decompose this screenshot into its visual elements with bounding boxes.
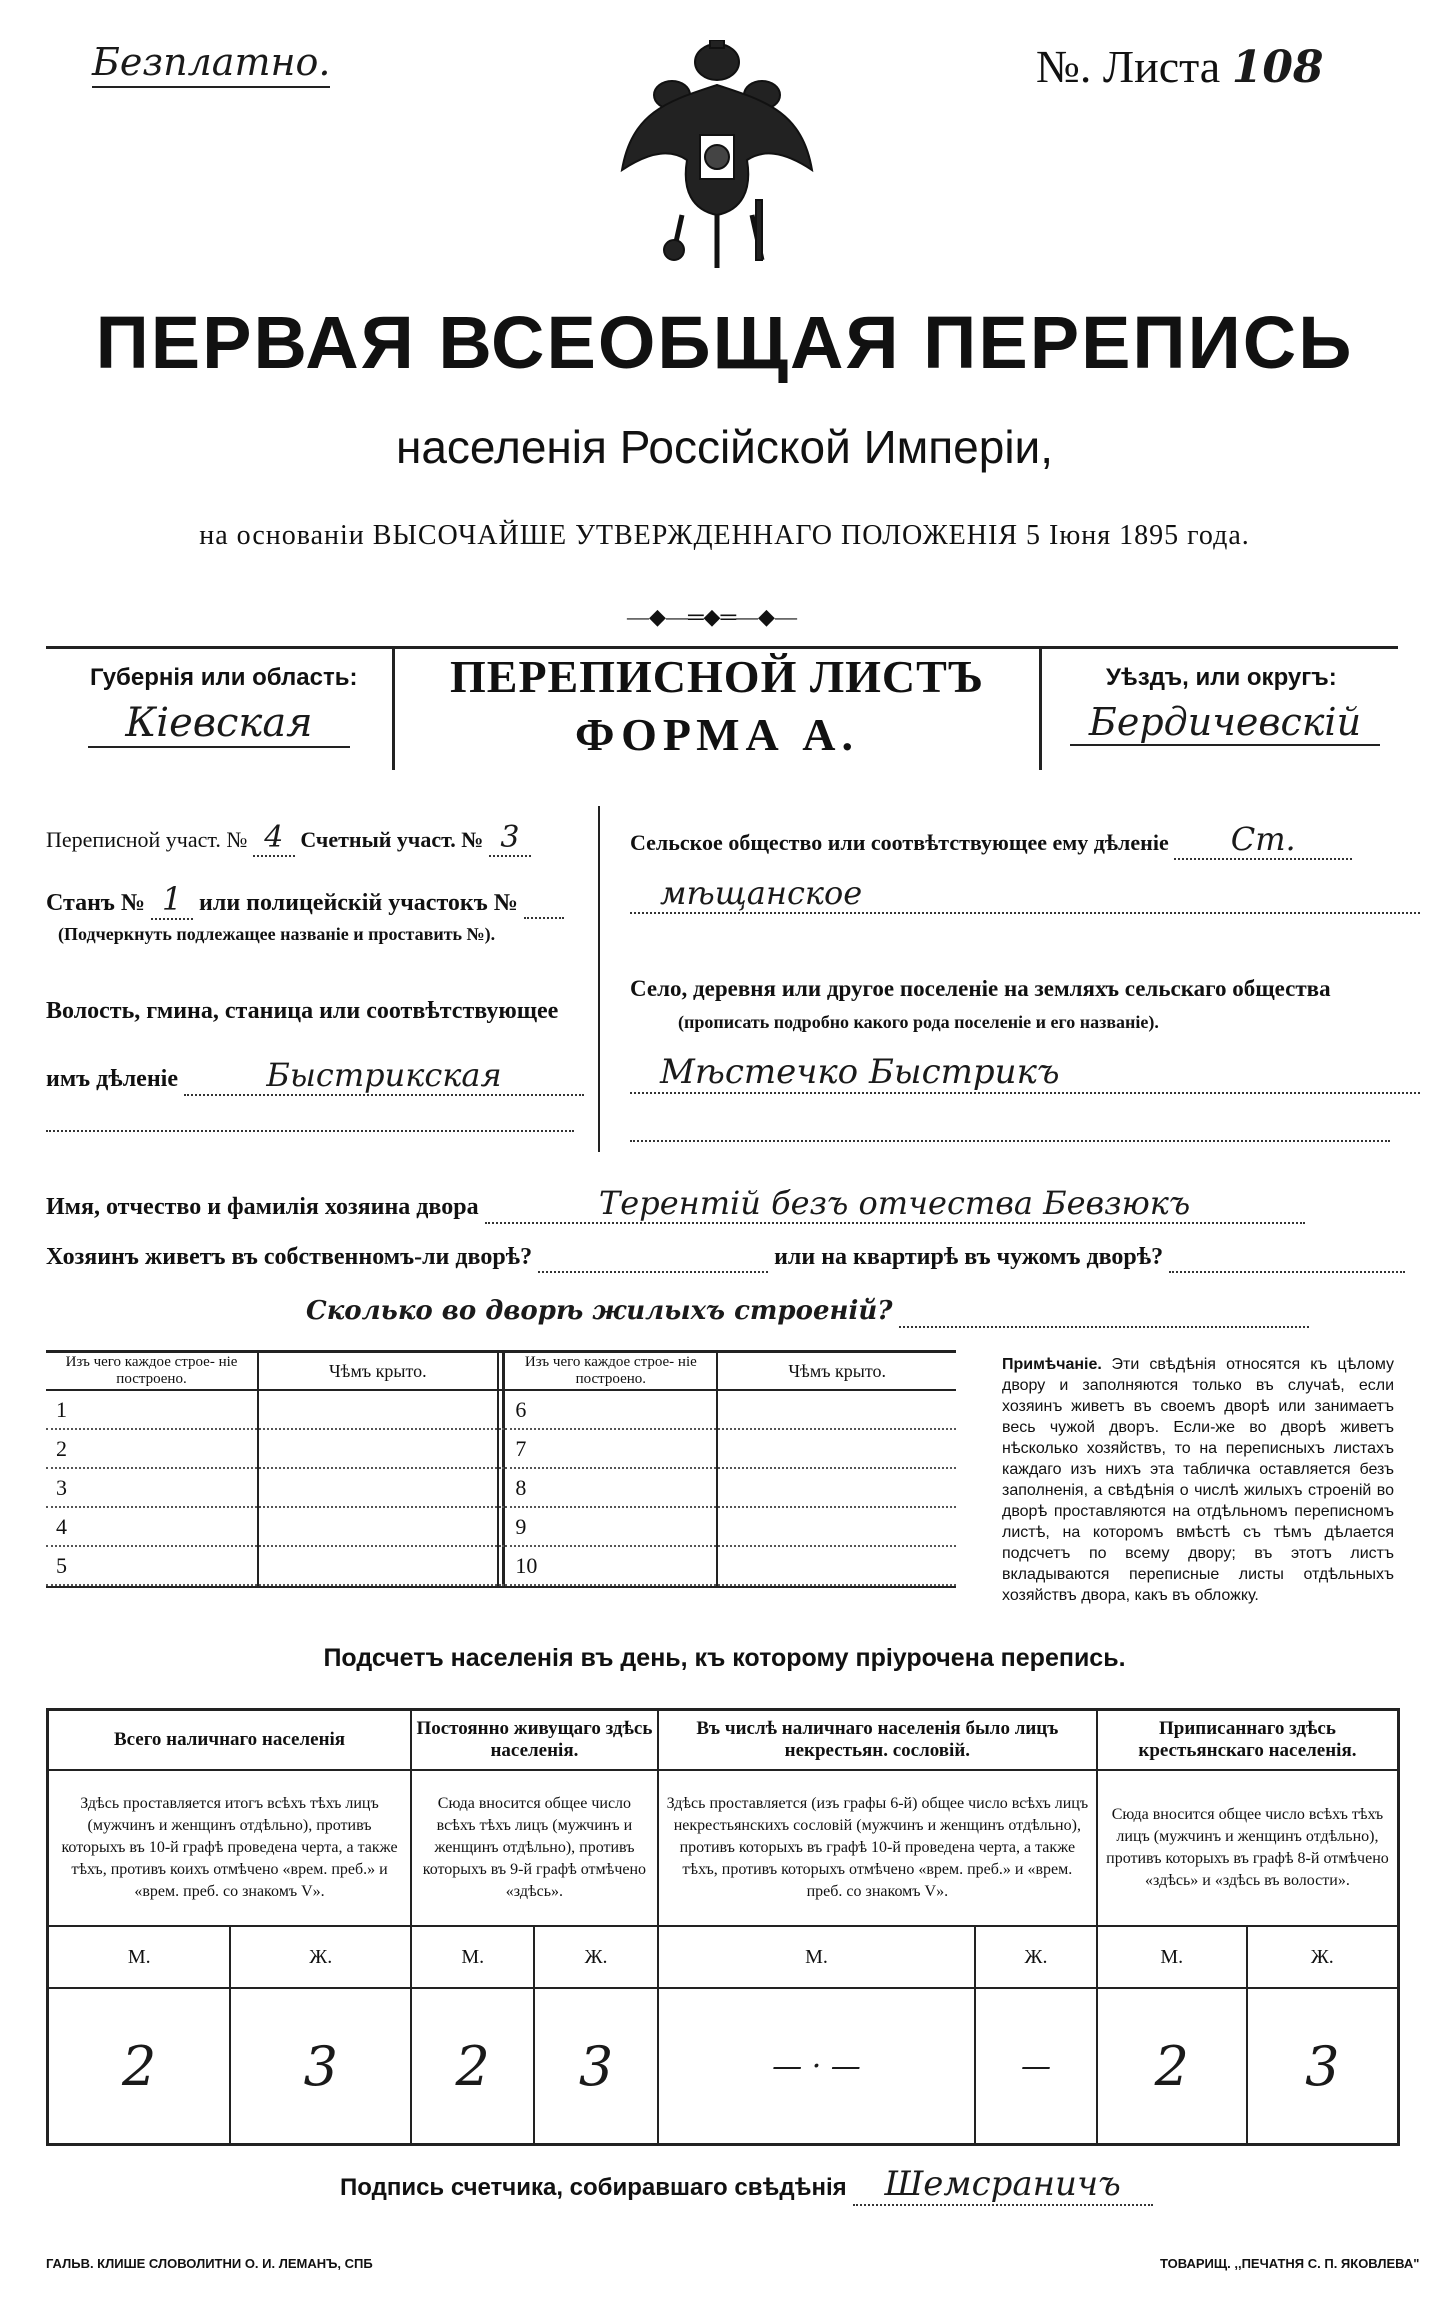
page-subtitle: населенія Россійской Имперіи, [395,421,1054,473]
col-3-male-value: — · — [658,1988,975,2145]
own-yard-value [538,1244,768,1273]
col-4-female-value: 3 [1247,1988,1399,2145]
society-label: Сельское общество или соотвѣтствующее ему дѣленіе [630,830,1169,855]
page-basis: на основаніи ВЫСОЧАЙШЕ УТВЕРЖДЕННАГО ПОЛОЖЕНІЯ 5 Іюня 1895 года. [199,520,1250,551]
roof-left-3 [258,1468,498,1507]
roof-right-8 [717,1468,956,1507]
volost-label: Волость, гмина, станица или соотвѣтствующее [46,998,559,1024]
row-left-4: 4 [46,1507,258,1546]
row-left-3: 3 [46,1468,258,1507]
buildings-label: Сколько во дворѣ жилыхъ строеній? [306,1296,893,1326]
col-3-male-label: М. [658,1926,975,1988]
police-value [524,890,564,919]
stan-label: Станъ № [46,890,146,916]
row-right-9: 9 [504,1507,718,1546]
free-label: Безплатно. [92,40,330,88]
col-1-male-label: М. [48,1926,231,1988]
note-text: Эти свѣдѣнія относятся къ цѣлому двору и заполняются только въ случаѣ, если хозяинъ живетъ въ своемъ дворѣ или занимаетъ весь чужой дворъ. Если-же во дворѣ живетъ нѣсколько хозяйствъ, то на переписныхъ листахъ каждаго изъ нихъ эта табличка оставляется безъ заполненія, а свѣдѣнія о числѣ жилыхъ строеній во дворѣ проставляются на отдѣльномъ переписномъ листѣ, на которомъ вмѣстѣ съ тѣмъ дѣлается подсчетъ по всему двору; въ этотъ листъ вкладываются переписные листы отдѣльныхъ хозяйствъ двора, какъ въ обложку. [1002,1356,1395,1604]
uezd-label: Уѣздъ, или округъ: [1106,664,1337,691]
population-col-3-desc: Здѣсь проставляется (изъ графы 6-й) общее число всѣхъ лицъ некрестьянскихъ сословій (мужчинъ и женщинъ отдѣльно), противъ которыхъ въ графѣ 10-й проведена черта, а также тѣхъ, противъ которыхъ отмѣчено «врем. преб.» и «врем. преб. со знакомъ V». [658,1770,1097,1926]
ornament-divider: —◆—═◆═—◆— [627,604,797,629]
census-district-row [46,820,531,857]
signature-row [340,2164,1153,2206]
row-left-1: 1 [46,1390,258,1429]
row-right-7: 7 [504,1429,718,1468]
rented-label: или на квартирѣ въ чужомъ дворѣ? [774,1244,1164,1270]
census-district-label: Переписной участ. № [46,827,248,852]
col-4-female-label: Ж. [1247,1926,1399,1988]
sheet-number-area [1036,40,1324,93]
roof-right-6 [717,1390,956,1429]
village-note: (прописать подробно какого рода поселеніе и его названіе). [678,1012,1159,1032]
population-col-1-desc: Здѣсь проставляется итогъ всѣхъ тѣхъ лицъ (мужчинъ и женщинъ отдѣльно), противъ которыхъ въ 10-й графѣ проведена черта, а также тѣхъ, противъ коихъ отмѣчено «врем. преб.» и «врем. преб. со знакомъ V». [48,1770,412,1926]
row-right-8: 8 [504,1468,718,1507]
population-col-1-header: Всего наличнаго населенія [48,1710,412,1771]
buildings-row [306,1296,1309,1328]
col-2-female-label: Ж. [534,1926,657,1988]
sheet-title: ПЕРЕПИСНОЙ ЛИСТЪ [449,651,985,702]
buildings-table [46,1350,956,1588]
owner-name-value: Терентій безъ отчества Бевзюкъ [485,1184,1305,1224]
col-4-male-value: 2 [1097,1988,1247,2145]
volost-label-2: имъ дѣленіе [46,1066,178,1092]
roof-left-5 [258,1546,498,1585]
society-value-2: мѣщанское [630,874,1420,914]
uezd-value: Бердичевскій [1070,700,1380,746]
footer-right: ТОВАРИЩ. ,,ПЕЧАТНЯ С. П. ЯКОВЛЕВА" [1160,2256,1420,2271]
population-col-2-header: Постоянно живущаго здѣсь населенія. [411,1710,658,1771]
society-row [630,820,1352,860]
population-col-4-desc: Сюда вносится общее число всѣхъ тѣхъ лицъ (мужчинъ и женщинъ отдѣльно), противъ которыхъ въ графѣ 8-й отмѣчено «здѣсь» и «здѣсь въ волости». [1097,1770,1399,1926]
col-2-female-value: 3 [534,1988,657,2145]
right-material-header: Изъ чего каждое строе- ніе построено. [504,1353,718,1390]
note-box [1002,1354,1394,1606]
roof-left-2 [258,1429,498,1468]
roof-left-1 [258,1390,498,1429]
right-roof-header: Чѣмъ крыто. [717,1353,956,1390]
col-3-female-value: — [975,1988,1097,2145]
row-right-6: 6 [504,1390,718,1429]
col-2-male-label: М. [411,1926,534,1988]
signature-label: Подпись счетчика, собиравшаго свѣдѣнія [340,2174,847,2201]
row-left-2: 2 [46,1429,258,1468]
left-material-header: Изъ чего каждое строе- ніе построено. [46,1353,258,1390]
gubernia-value: Кіевская [88,700,350,748]
police-label: или полицейскій участокъ № [199,890,518,916]
roof-right-7 [717,1429,956,1468]
owner-name-row [46,1184,1305,1224]
row-left-5: 5 [46,1546,258,1585]
volost-extra-line [46,1130,574,1132]
imperial-eagle-emblem [612,40,822,270]
population-title: Подсчетъ населенія въ день, къ которому пріурочена перепись. [323,1644,1126,1672]
sheet-label: №. Листа [1036,41,1221,92]
village-value: Мѣстечко Быстрикъ [630,1052,1420,1094]
col-1-female-value: 3 [230,1988,411,2145]
population-col-4-header: Приписаннаго здѣсь крестьянскаго населенія. [1097,1710,1399,1771]
signature-value: Шемсраничъ [853,2164,1153,2206]
village-label: Село, деревня или другое поселеніе на земляхъ сельскаго общества [630,976,1331,1001]
village-extra-line [630,1140,1390,1142]
volost-value: Быстрикская [184,1056,584,1096]
stan-note: (Подчеркнуть подлежащее названіе и проставить №). [58,924,496,944]
owner-yard-row [46,1244,1405,1273]
population-col-2-desc: Сюда вносится общее число всѣхъ тѣхъ лицъ (мужчинъ и женщинъ отдѣльно), противъ которыхъ въ 9-й графѣ отмѣчено «здѣсь». [411,1770,658,1926]
owner-name-label: Имя, отчество и фамилія хозяина двора [46,1194,479,1220]
gubernia-label: Губернія или область: [90,664,358,691]
roof-right-10 [717,1546,956,1585]
buildings-value [899,1296,1309,1328]
col-3-female-label: Ж. [975,1926,1097,1988]
roof-left-4 [258,1507,498,1546]
volost-row [46,1056,584,1096]
stan-value: 1 [151,880,193,920]
own-yard-label: Хозяинъ живетъ въ собственномъ-ли дворѣ? [46,1244,533,1270]
col-1-male-value: 2 [48,1988,231,2145]
fields-divider [598,806,600,1152]
rented-value [1169,1244,1405,1273]
count-district-label: Счетный участ. № [300,827,484,852]
col-4-male-label: М. [1097,1926,1247,1988]
col-2-male-value: 2 [411,1988,534,2145]
stan-row [46,880,564,920]
col-1-female-label: Ж. [230,1926,411,1988]
census-district-value: 4 [253,820,295,857]
society-value: Ст. [1174,820,1352,860]
form-name: ФОРМА А. [575,709,859,760]
note-title: Примѣчаніе. [1002,1356,1102,1373]
roof-right-9 [717,1507,956,1546]
population-table [46,1708,1400,2146]
footer-left: ГАЛЬВ. КЛИШЕ СЛОВОЛИТНИ О. И. ЛЕМАНЪ, СПБ [46,2256,373,2271]
page-title: ПЕРВАЯ ВСЕОБЩАЯ ПЕРЕПИСЬ [95,301,1354,384]
left-roof-header: Чѣмъ крыто. [258,1353,498,1390]
population-col-3-header: Въ числѣ наличнаго населенія было лицъ некрестьян. сословій. [658,1710,1097,1771]
sheet-number: 108 [1231,42,1324,93]
row-right-10: 10 [504,1546,718,1585]
count-district-value: 3 [489,820,531,857]
